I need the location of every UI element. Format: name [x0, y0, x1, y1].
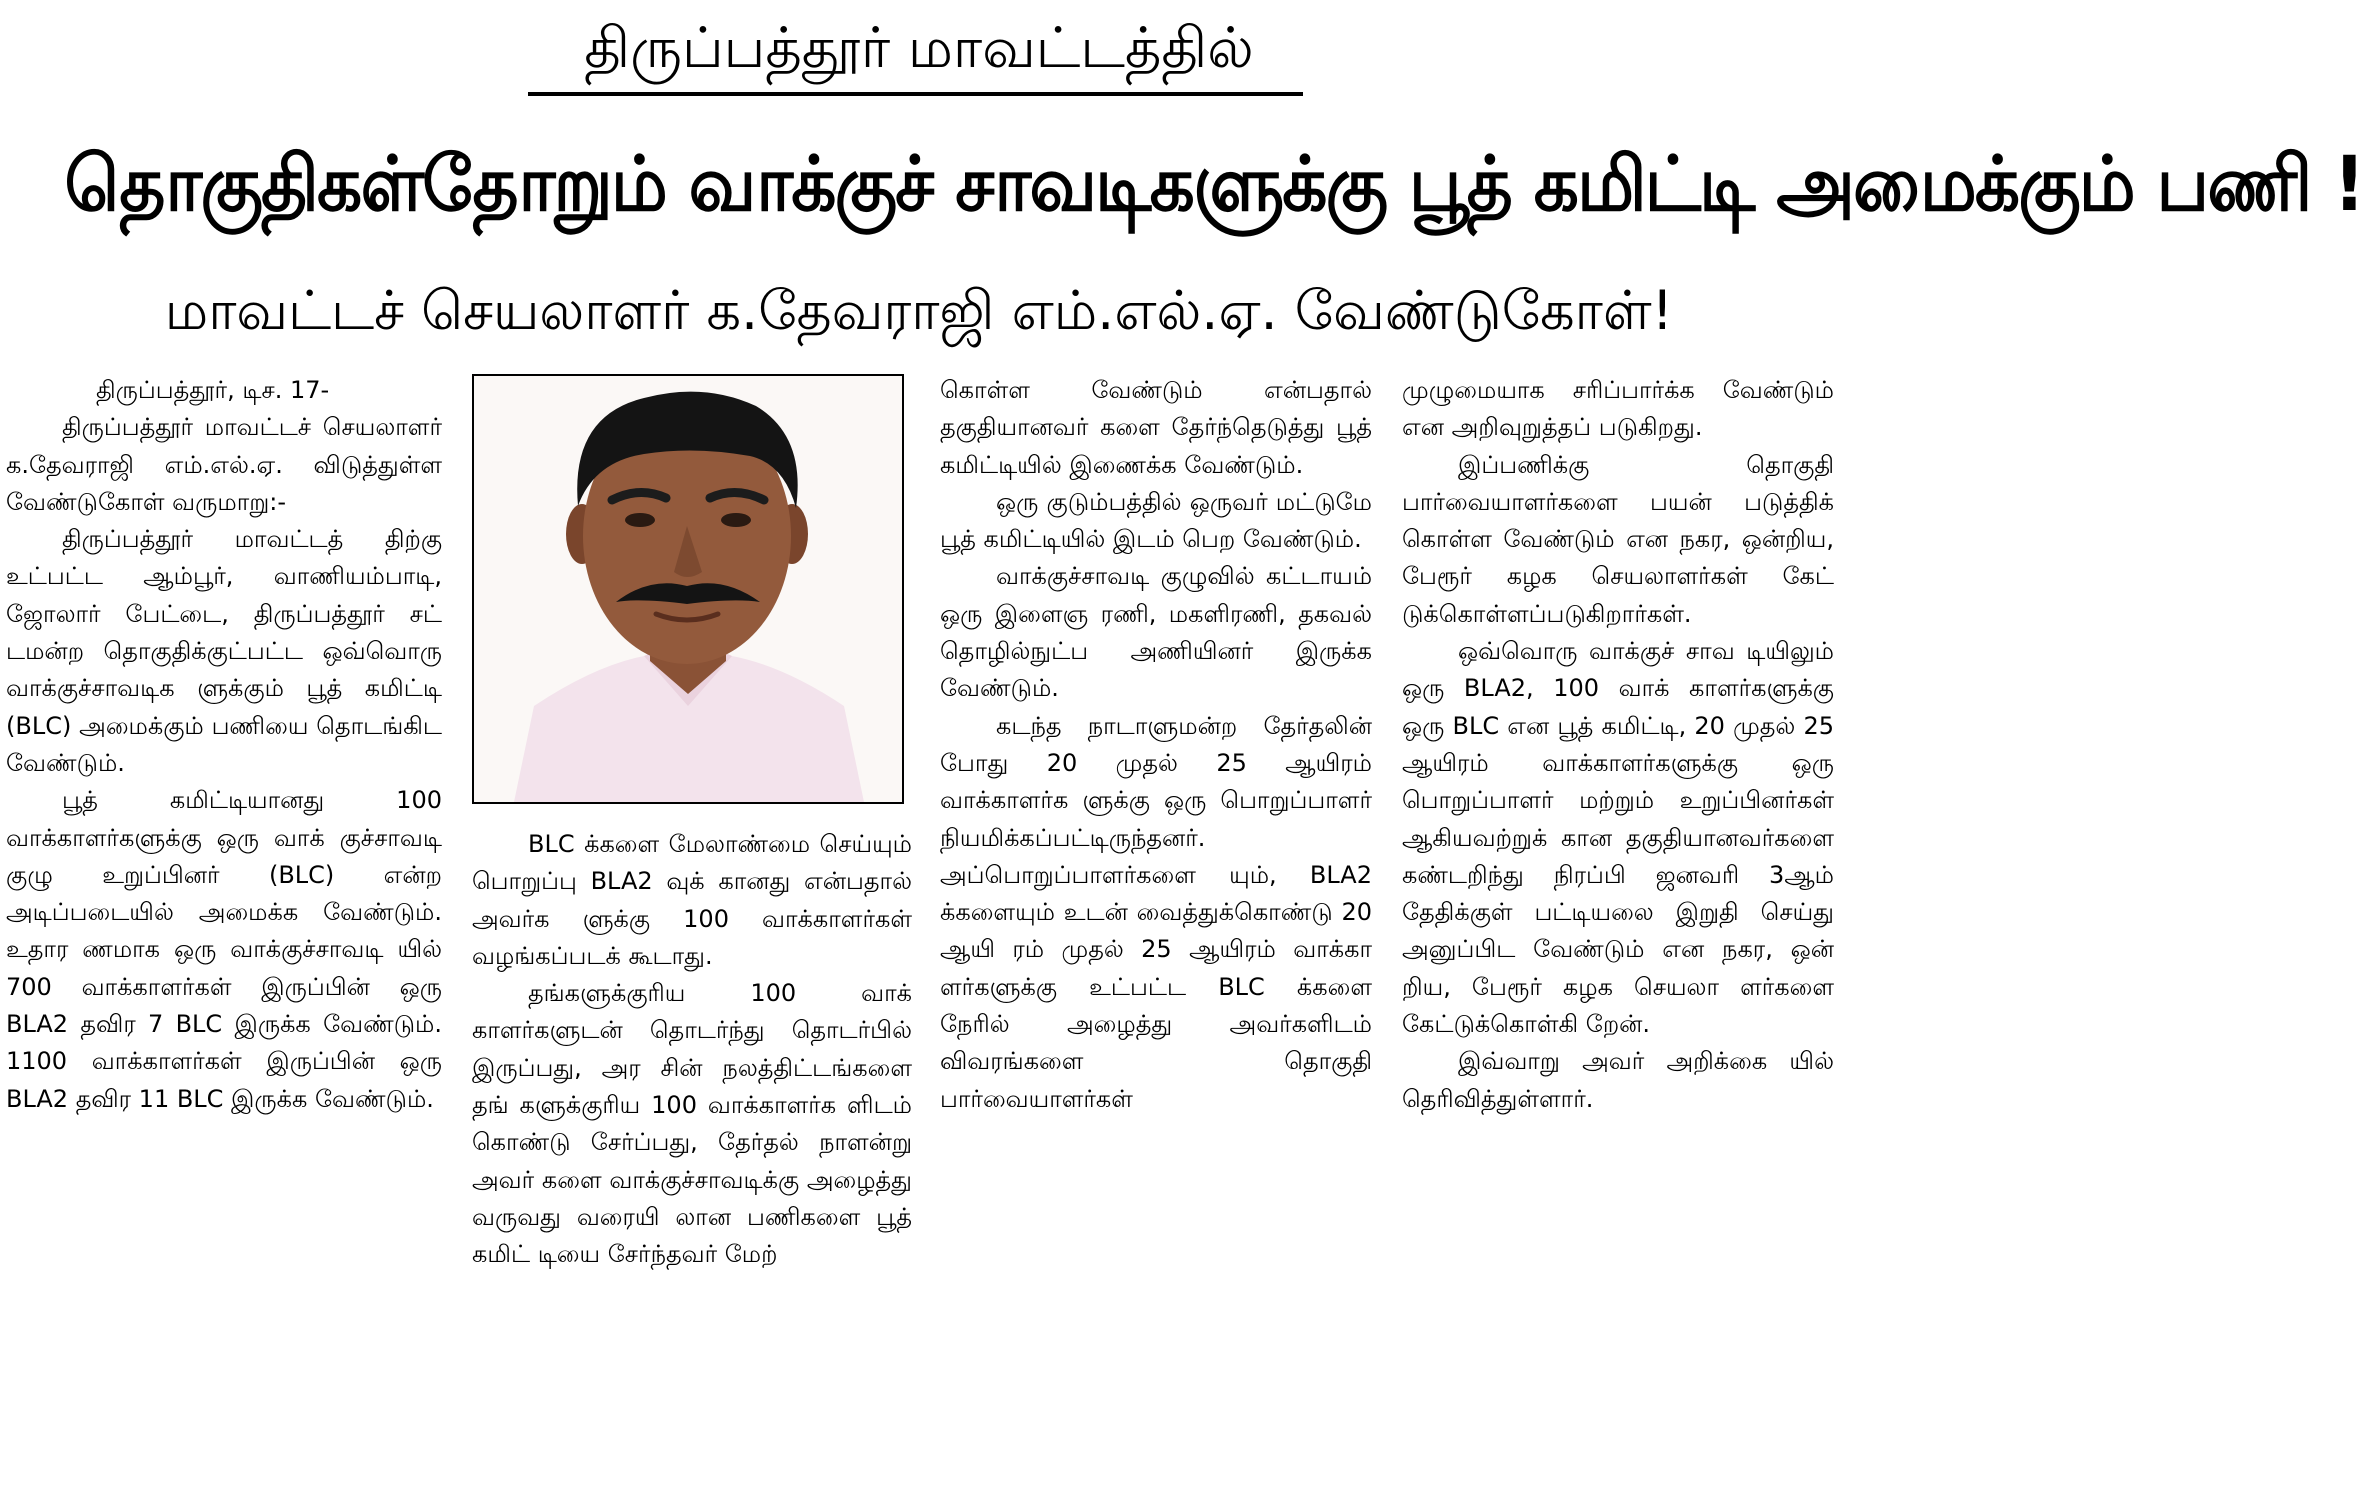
- paragraph: ஒவ்வொரு வாக்குச் சாவ டியிலும் ஒரு BLA2, 100 வாக் காளர்களுக்கு ஒரு BLC என பூத் கமிட்டி, 20 முதல் 25 ஆயிரம் வாக்காளர்களுக்கு ஒரு பொறுப்பாளர் மற்றும் உறுப்பினர்கள் ஆகியவற்றுக் கான தகுதியானவர்களை கண்டறிந்து நிரப்பி ஜனவரி 3ஆம் தேதிக்குள் பட்டியலை இறுதி செய்து அனுப்பிட வேண்டும் என நகர, ஒன் றிய, பேரூர் கழக செயலா ளர்களை கேட்டுக்கொள்கி றேன்.: [1402, 637, 1834, 1039]
- paragraph: திருப்பத்தூர் மாவட்டத் திற்கு உட்பட்ட ஆம்பூர், வாணியம்பாடி, ஜோலார் பேட்டை, திருப்பத்தூர் சட் டமன்ற தொகுதிக்குட்பட்ட ஒவ்வொரு வாக்குச்சாவடிக ளுக்கும் பூத் கமிட்டி (BLC) அமைக்கும் பணியை தொடங்கிட வேண்டும்.: [6, 525, 442, 777]
- portrait-photo: [472, 374, 904, 804]
- paragraph: பூத் கமிட்டியானது 100 வாக்காளர்களுக்கு ஒரு வாக் குச்சாவடி குழு உறுப்பினர் (BLC) என்ற அடிப்படையில் அமைக்க வேண்டும். உதார ணமாக ஒரு வாக்குச்சாவடி யில் 700 வாக்காளர்கள் இருப்பின் ஒரு BLA2 தவிர 7 BLC இருக்க வேண்டும். 1100 வாக்காளர்கள் இருப்பின் ஒரு BLA2 தவிர 11 BLC இருக்க வேண்டும்.: [6, 786, 442, 1113]
- paragraph: இப்பணிக்கு தொகுதி பார்வையாளர்களை பயன் படுத்திக் கொள்ள வேண்டும் என நகர, ஒன்றிய, பேரூர் கழக செயலாளர்கள் கேட் டுக்கொள்ளப்படுகிறார்கள்.: [1402, 450, 1834, 628]
- article-column-4: [1402, 372, 1834, 1484]
- paragraph: கடந்த நாடாளுமன்ற தேர்தலின் போது 20 முதல் 25 ஆயிரம் வாக்காளர்க ளுக்கு ஒரு பொறுப்பாளர் நியமிக்கப்பட்டிருந்தனர். அப்பொறுப்பாளர்களை யும், BLA2 க்களையும் உடன் வைத்துக்கொண்டு 20 ஆயி ரம் முதல் 25 ஆயிரம் வாக்கா ளர்களுக்கு உட்பட்ட BLC க்களை நேரில் அழைத்து அவர்களிடம் விவரங்களை தொகுதி பார்வையாளர்கள்: [940, 711, 1372, 1113]
- headline: தொகுதிகள்தோறும் வாக்குச் சாவடிகளுக்கு பூத் கமிட்டி அமைக்கும் பணி !: [64, 139, 2364, 228]
- paragraph: வாக்குச்சாவடி குழுவில் கட்டாயம் ஒரு இளைஞ ரணி, மகளிரணி, தகவல் தொழில்நுட்ப அணியினர் இருக்க வேண்டும்.: [940, 562, 1372, 703]
- paragraph: திருப்பத்தூர் மாவட்டச் செயலாளர் க.தேவராஜி எம்.எல்.ஏ. விடுத்துள்ள வேண்டுகோள் வருமாறு:-: [6, 413, 442, 516]
- kicker-underline: [528, 92, 1303, 96]
- kicker-heading: திருப்பத்தூர் மாவட்டத்தில்: [584, 16, 1254, 81]
- paragraph: முழுமையாக சரிப்பார்க்க வேண்டும் என அறிவுறுத்தப் படுகிறது.: [1402, 376, 1834, 442]
- paragraph: தங்களுக்குரிய 100 வாக் காளர்களுடன் தொடர்ந்து தொடர்பில் இருப்பது, அர சின் நலத்திட்டங்களை தங் களுக்குரிய 100 வாக்காளர்க ளிடம் கொண்டு சேர்ப்பது, தேர்தல் நாளன்று அவர் களை வாக்குச்சாவடிக்கு அழைத்து வருவது வரையி லான பணிகளை பூத் கமிட் டியை சேர்ந்தவர் மேற்: [472, 979, 912, 1269]
- paragraph: ஒரு குடும்பத்தில் ஒருவர் மட்டுமே பூத் கமிட்டியில் இடம் பெற வேண்டும்.: [940, 487, 1372, 554]
- article-column-1: [6, 372, 442, 1484]
- dateline: திருப்பத்தூர், டிச. 17-: [96, 376, 330, 404]
- paragraph: கொள்ள வேண்டும் என்பதால் தகுதியானவர் களை தேர்ந்தெடுத்து பூத் கமிட்டியில் இணைக்க வேண்டும்.: [940, 376, 1372, 479]
- portrait-illustration: [474, 376, 902, 802]
- article-column-3: [940, 372, 1372, 1484]
- subheadline: மாவட்டச் செயலாளர் க.தேவராஜி எம்.எல்.ஏ. வேண்டுகோள்!: [164, 279, 1674, 342]
- paragraph: BLC க்களை மேலாண்மை செய்யும் பொறுப்பு BLA2 வுக் கானது என்பதால் அவர்க ளுக்கு 100 வாக்காளர்கள் வழங்கப்படக் கூடாது.: [472, 830, 912, 970]
- article-column-2: [472, 826, 912, 1486]
- paragraph: இவ்வாறு அவர் அறிக்கை யில் தெரிவித்துள்ளார்.: [1402, 1047, 1834, 1113]
